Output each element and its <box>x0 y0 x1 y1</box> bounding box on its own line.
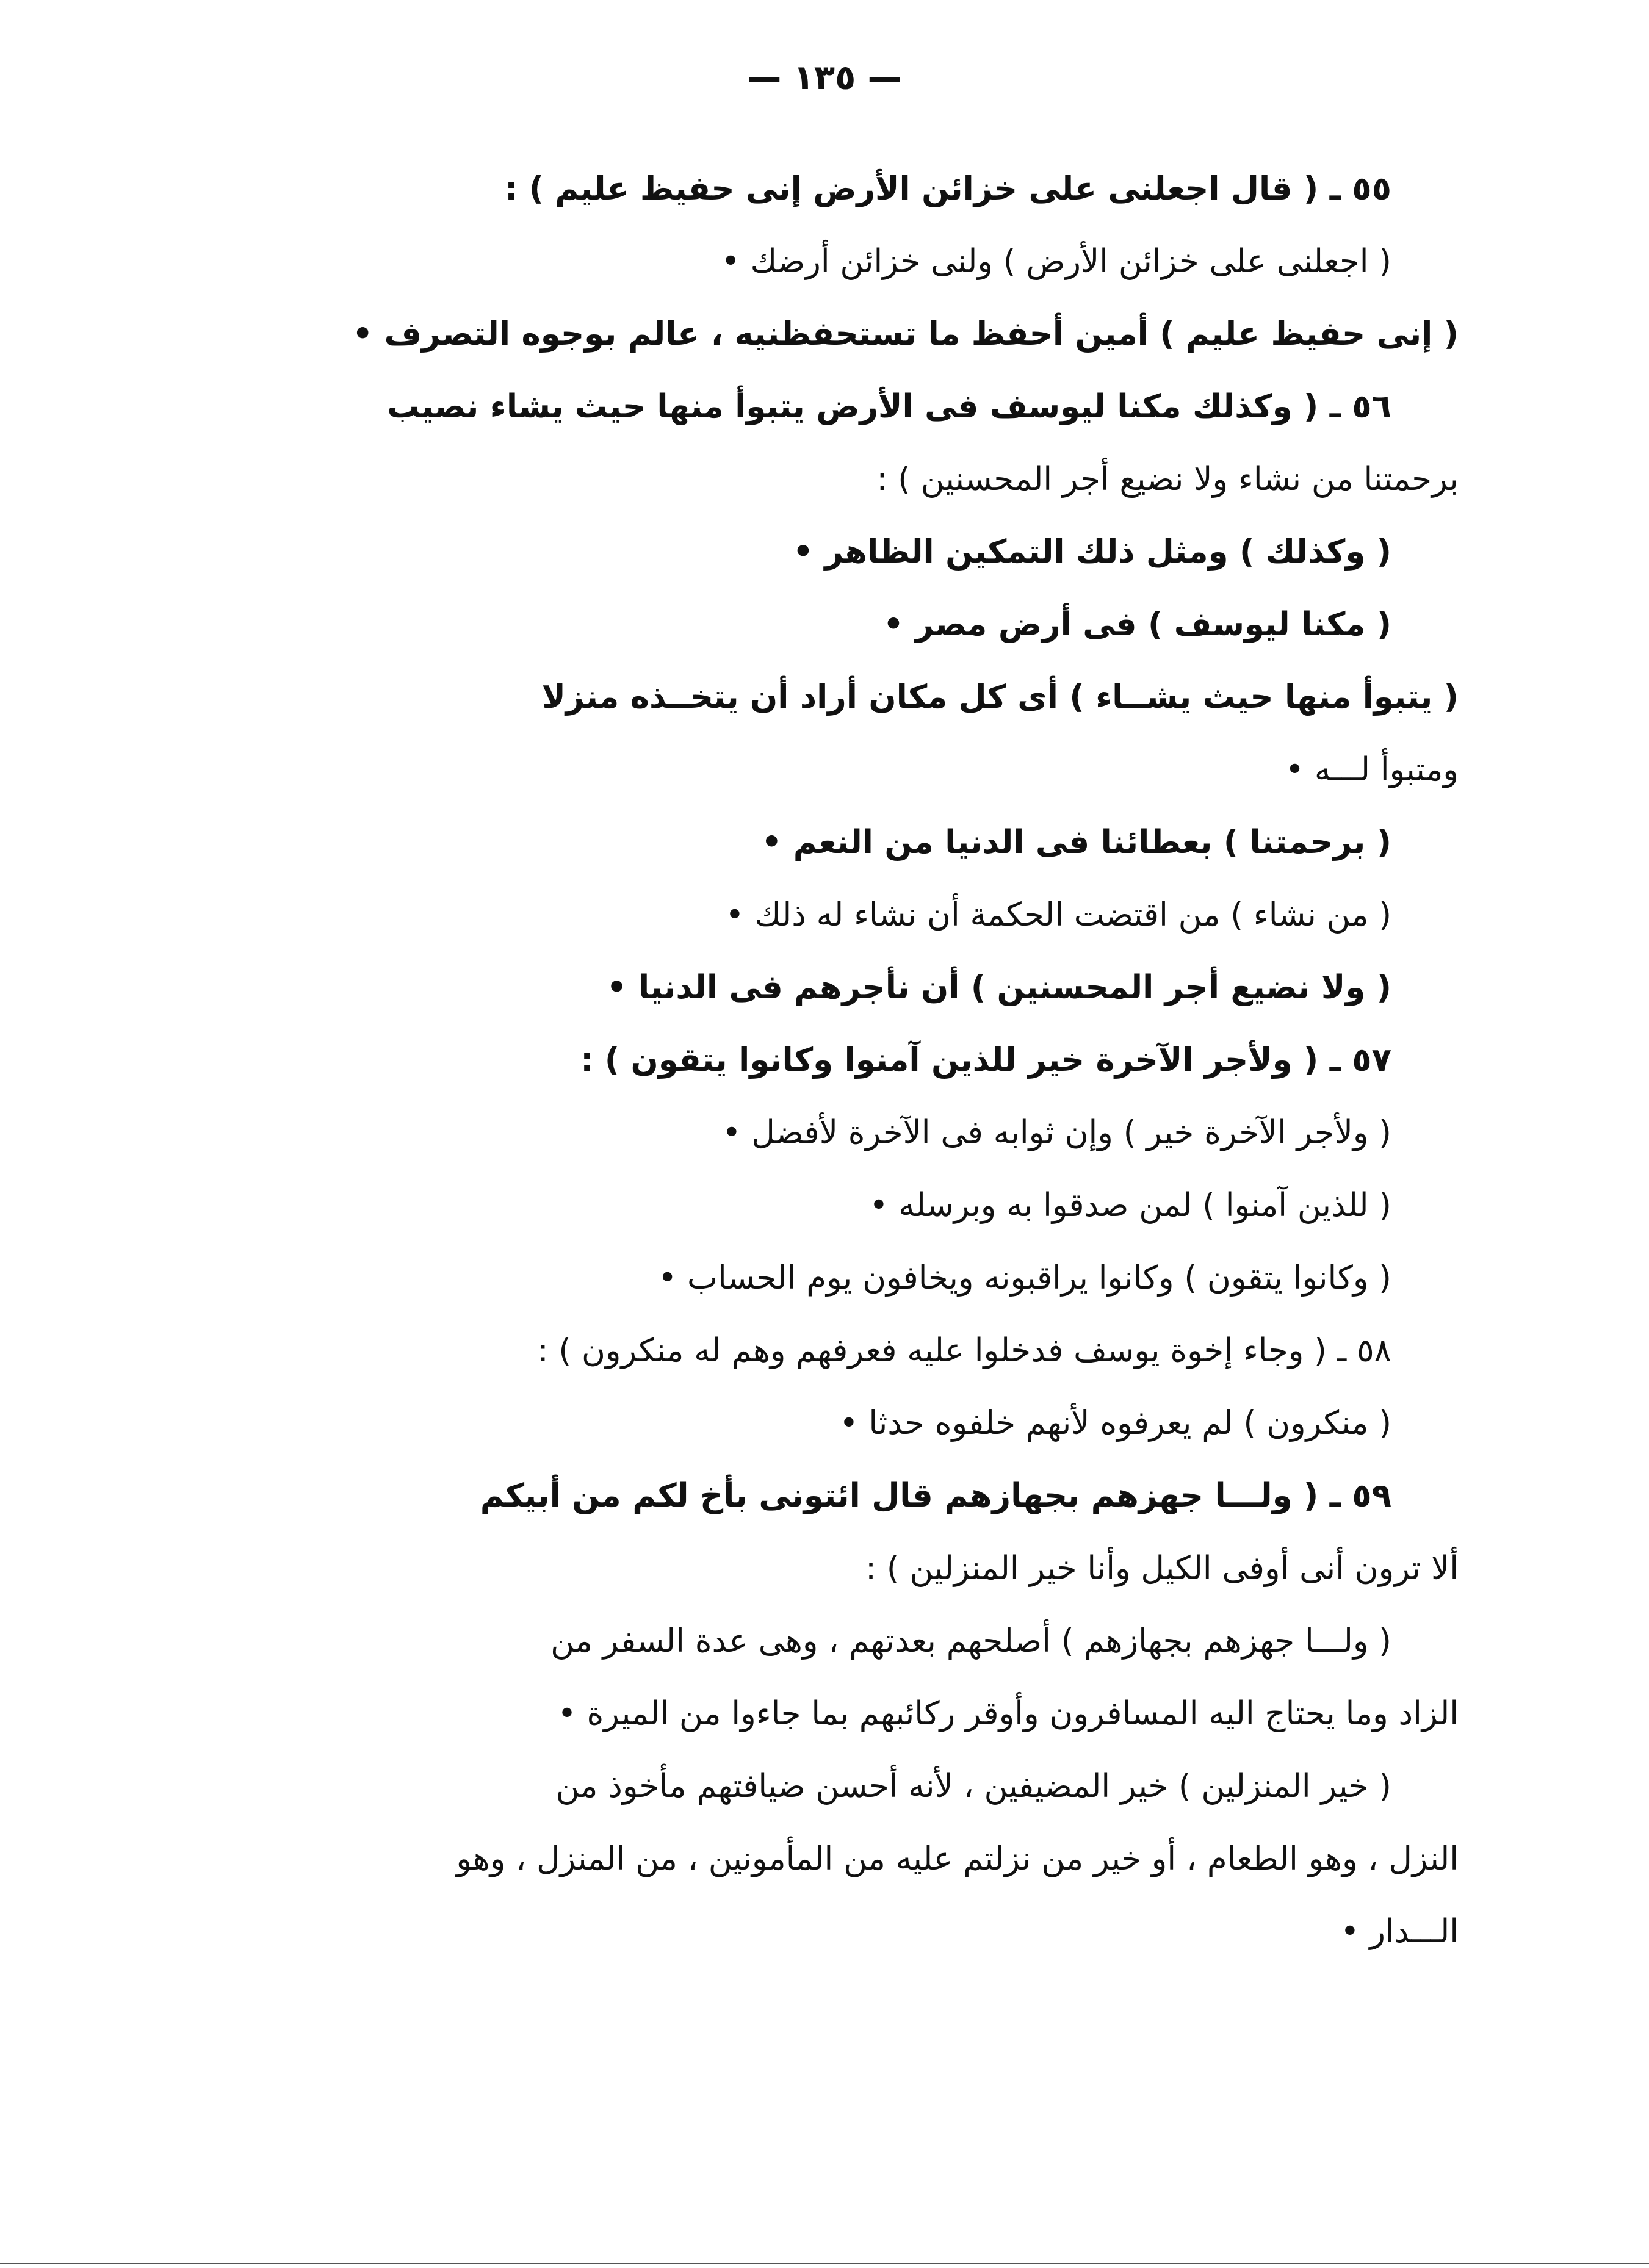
gloss-line: ( وكذلك ) ومثل ذلك التمكين الظاهر • <box>793 533 1391 571</box>
gloss-line: ( للذين آمنوا ) لمن صدقوا به وبرسله • <box>869 1187 1391 1224</box>
gloss-line: ( ولا نضيع أجر المحسنين ) أن نأجرهم فى الدنيا • <box>606 969 1391 1006</box>
gloss-line: ( مكنا ليوسف ) فى أرض مصر • <box>883 606 1391 643</box>
gloss-line: ( إنى حفيظ عليم ) أمين أحفظ ما تستحفظنيه ، عالم بوجوه التصرف • <box>352 315 1459 353</box>
gloss-line: ( ولـــا جهزهم بجهازهم ) أصلحهم بعدتهم ، وهى عدة السفر من <box>550 1622 1391 1660</box>
gloss-line-continuation: الـــدار • <box>1340 1913 1459 1950</box>
verse-57: ٥٧ ـ ( ولأجر الآخرة خير للذين آمنوا وكانوا يتقون ) : <box>580 1042 1391 1079</box>
gloss-line: ( خير المنزلين ) خير المضيفين ، لأنه أحسن ضيافتهم مأخوذ من <box>555 1768 1391 1805</box>
page-bottom-border <box>0 2263 1649 2264</box>
page-number: — ١٣٥ — <box>747 58 902 98</box>
gloss-line: ( وكانوا يتقون ) وكانوا يراقبونه ويخافون يوم الحساب • <box>657 1259 1391 1297</box>
gloss-line-continuation: النزل ، وهو الطعام ، أو خير من نزلتم عليه من المأمونين ، من المنزل ، وهو <box>456 1840 1459 1877</box>
verse-58: ٥٨ ـ ( وجاء إخوة يوسف فدخلوا عليه فعرفهم وهم له منكرون ) : <box>537 1332 1391 1369</box>
verse-55: ٥٥ ـ ( قال اجعلنى على خزائن الأرض إنى حفيظ عليم ) : <box>505 170 1391 207</box>
gloss-line: ( اجعلنى على خزائن الأرض ) ولنى خزائن أرضك • <box>721 243 1391 280</box>
verse-56: ٥٦ ـ ( وكذلك مكنا ليوسف فى الأرض يتبوأ منها حيث يشاء نصيب <box>387 388 1391 425</box>
gloss-line-continuation: الزاد وما يحتاج اليه المسافرون وأوقر ركائبهم بما جاءوا من الميرة • <box>557 1695 1459 1732</box>
gloss-line: ( ولأجر الآخرة خير ) وإن ثوابه فى الآخرة لأفضل • <box>722 1114 1391 1151</box>
page-body <box>281 153 1459 1968</box>
verse-59-continuation: ألا ترون أنى أوفى الكيل وأنا خير المنزلين ) : <box>865 1550 1459 1587</box>
gloss-line-continuation: ومتبوأ لـــه • <box>1285 751 1459 788</box>
gloss-line: ( برحمتنا ) بعطائنا فى الدنيا من النعم • <box>761 824 1391 861</box>
verse-56-continuation: برحمتنا من نشاء ولا نضيع أجر المحسنين ) : <box>876 461 1459 498</box>
verse-59: ٥٩ ـ ( ولـــا جهزهم بجهازهم قال ائتونى بأخ لكم من أبيكم <box>480 1477 1391 1514</box>
gloss-line: ( من نشاء ) من اقتضت الحكمة أن نشاء له ذلك • <box>725 896 1391 934</box>
gloss-line: ( منكرون ) لم يعرفوه لأنهم خلفوه حدثا • <box>839 1405 1391 1442</box>
gloss-line: ( يتبوأ منها حيث يشــاء ) أى كل مكان أراد أن يتخــذه منزلا <box>541 679 1459 716</box>
